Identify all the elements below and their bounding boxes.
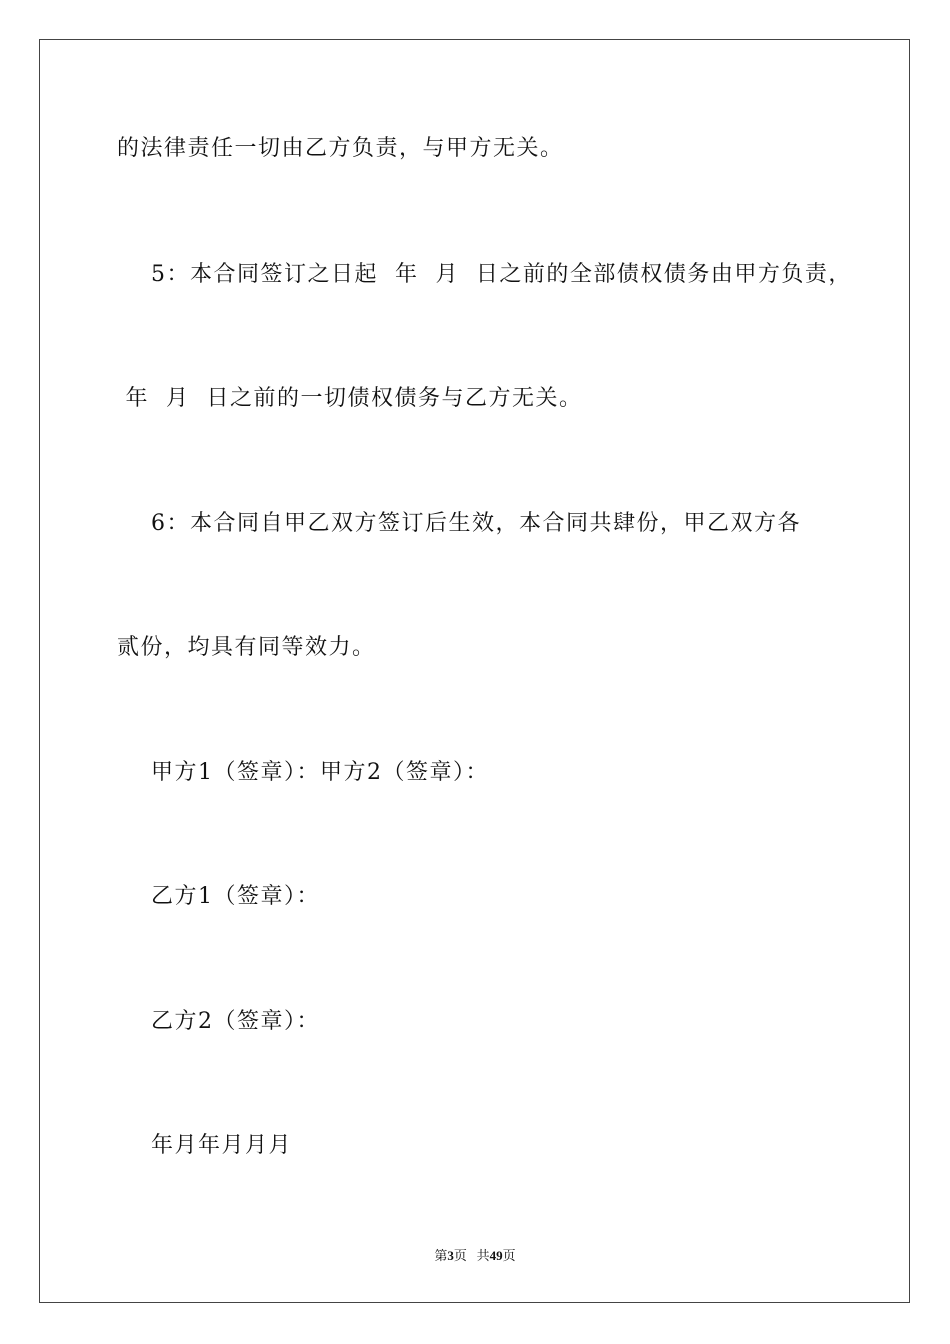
body-line-5: 贰份，均具有同等效力。	[117, 635, 376, 660]
body-line-2: 5：本合同签订之日起 年 月 日之前的全部债权债务由甲方负责，	[117, 262, 852, 287]
signature-line-party-b1: 乙方1（签章）：	[117, 884, 320, 909]
signature-line-party-b2: 乙方2（签章）：	[117, 1009, 320, 1034]
body-line-4: 6：本合同自甲乙双方签订后生效，本合同共肆份，甲乙双方各	[117, 511, 801, 536]
page-unit: 页	[453, 1248, 467, 1263]
total-prefix: 共	[476, 1248, 490, 1263]
total-pages: 49	[489, 1248, 503, 1263]
body-line-3: 年 月 日之前的一切债权债务与乙方无关。	[117, 386, 583, 411]
page-frame	[39, 39, 910, 1303]
signature-line-party-a: 甲方1（签章）：甲方2（签章）：	[117, 760, 489, 785]
page-prefix: 第	[434, 1248, 448, 1263]
page-number: 3	[447, 1248, 454, 1263]
date-line: 年月年月月月	[117, 1133, 292, 1158]
total-unit: 页	[502, 1248, 516, 1263]
body-line-1: 的法律责任一切由乙方负责，与甲方无关。	[117, 136, 564, 161]
page-footer	[0, 1248, 950, 1264]
